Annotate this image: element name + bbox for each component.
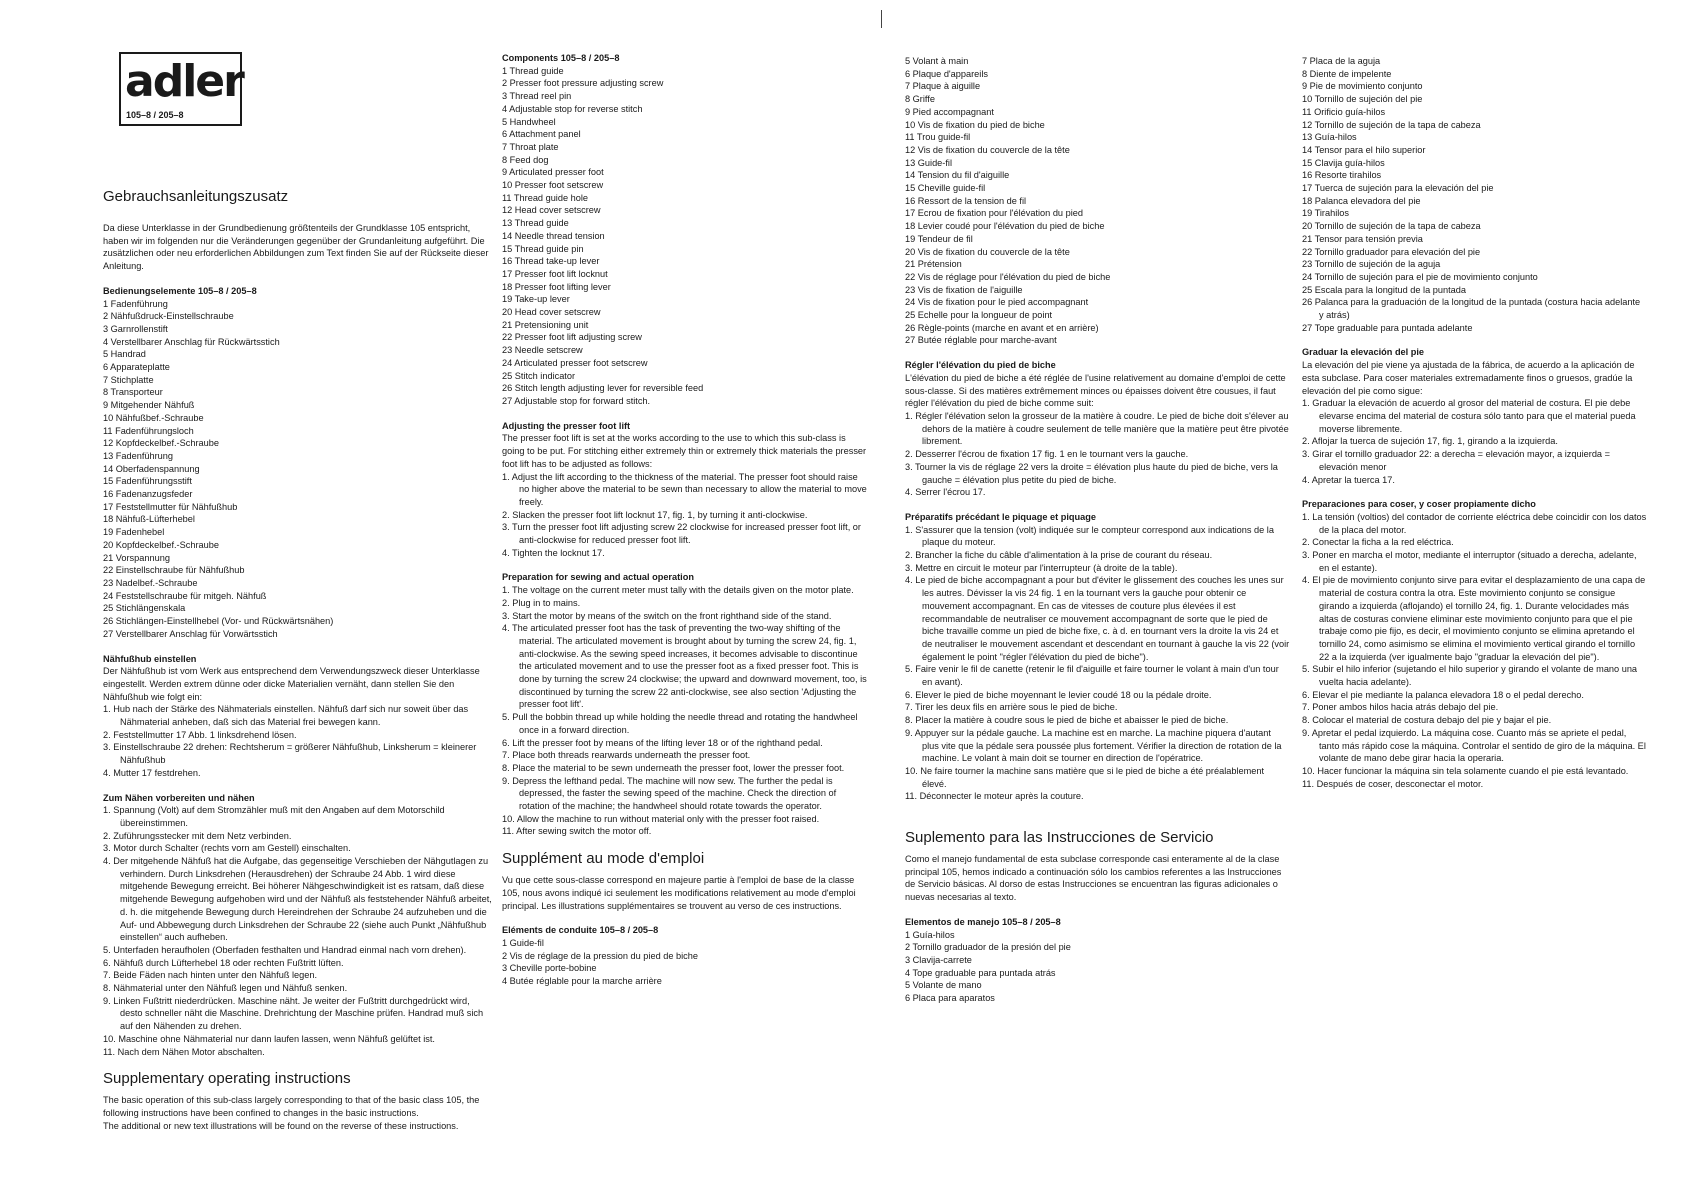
de-intro: Da diese Unterklasse in der Grundbedienung größtenteils der Grundklasse 105 entspricht, haben wir im folgenden nur die Veränderungen gegenüber der Grundanleitung aufgeführt. Die zusätzlichen oder neu erforderlichen Abbildungen zum Text finden Sie auf der Rückseite dieser Anleitung. <box>103 223 489 272</box>
list-item: 21 Vorspannung <box>103 552 170 563</box>
list-item: 7. Tirer les deux fils en arrière sous le pied de biche. <box>905 702 1118 713</box>
list-item: 4 Verstellbarer Anschlag für Rückwärtsstich <box>103 336 280 347</box>
list-item: 22 Presser foot lift adjusting screw <box>502 332 642 343</box>
fr-lift-text: L'élévation du pied de biche a été réglée de l'usine relativement au domaine d'emploi de cette sous-classe. Si des matières extrêmement minces ou épaisses doivent être cousues, il faut régler l'élévation du pied de biche comme suit: <box>905 372 1286 409</box>
list-item: 10. Maschine ohne Nähmaterial nur dann laufen lassen, wenn Nähfuß gelüftet ist. <box>103 1033 435 1044</box>
list-item: 6. Elevar el pie mediante la palanca elevadora 18 o el pedal derecho. <box>1302 689 1584 700</box>
en-prep-heading: Preparation for sewing and actual operation <box>502 572 694 583</box>
list-item: 20 Tornillo de sujeción de la tapa de cabeza <box>1302 221 1481 232</box>
column-english <box>502 52 867 988</box>
de-hub-text: Der Nähfußhub ist vom Werk aus entsprechend dem Verwendungszweck dieser Unterklasse eingestellt. Werden extrem dünne oder dicke Materialien vernäht, dann stellen Sie den Nähfußhub wie folgt ein: <box>103 666 480 702</box>
list-item: 1. La tensión (voltios) del contador de corriente eléctrica debe coincidir con los datos de la placa del motor. <box>1302 511 1647 535</box>
list-item: 5. Unterfaden heraufholen (Oberfaden festhalten und Handrad einmal nach vorn drehen). <box>103 944 467 955</box>
list-item: 8. Place the material to be sewn underneath the presser foot, lower the presser foot. <box>502 762 845 773</box>
list-item: 16 Resorte tirahilos <box>1302 170 1382 181</box>
list-item: 20 Vis de fixation du couvercle de la tête <box>905 246 1070 257</box>
en-title: Supplementary operating instructions <box>103 1070 351 1088</box>
list-item: 27 Verstellbarer Anschlag für Vorwärtsstich <box>103 628 278 639</box>
list-item: 18 Nähfuß-Lüfterhebel <box>103 514 195 525</box>
list-item: 3 Thread reel pin <box>502 91 572 102</box>
list-item: 17 Feststellmutter für Nähfußhub <box>103 501 238 512</box>
en-components-list <box>502 65 867 408</box>
list-item: 8 Diente de impelente <box>1302 68 1392 79</box>
list-item: 2. Desserrer l'écrou de fixation 17 fig. 1 en le tournant vers la gauche. <box>905 449 1189 460</box>
list-item: 4 Tope graduable para puntada atrás <box>905 967 1056 978</box>
list-item: 16 Thread take-up lever <box>502 256 600 267</box>
list-item: 5 Handwheel <box>502 116 556 127</box>
list-item: 11. Déconnecter le moteur après la couture. <box>905 791 1084 802</box>
list-item: 1. Adjust the lift according to the thickness of the material. The presser foot should raise no higher above the material to be sewn than necessary to allow the material to move freely. <box>502 471 867 507</box>
list-item: 26 Palanca para la graduación de la longitud de la puntada (costura hacia adelante y atrás) <box>1302 297 1641 321</box>
list-item: 14 Tensor para el hilo superior <box>1302 144 1426 155</box>
list-item: 25 Stichlängenskala <box>103 603 186 614</box>
list-item: 4. Der mitgehende Nähfuß hat die Aufgabe, das gegenseitige Verschieben der Nähgutlagen zu verhindern. Durch Linksdrehen (Herausdrehen) der Schraube 24 Abb. 1 wird diese mitgehende Bewegung erreicht. Bei höherer Nähgeschwindigkeit ist es ratsam, daß diese mitgehende Bewegung aufgehoben wird und der Nähfuß als feststehender Nähfuß arbeitet, d. h. die mitgehende Bewegung durch Hereindrehen der Schraube 24 aufzuheben und die Auf- und Abbewegung durch Linksdrehen der Schraube 22 (siehe auch Punkt „Nähfußhub einstellen“ auch aufheben. <box>103 856 492 943</box>
list-item: 22 Vis de réglage pour l'élévation du pied de biche <box>905 271 1111 282</box>
list-item: 3 Clavija-carrete <box>905 955 972 965</box>
list-item: 2. Brancher la fiche du câble d'alimentation à la prise de courant du réseau. <box>905 550 1213 561</box>
fr-prep-steps <box>905 524 1290 803</box>
list-item: 12 Kopfdeckelbef.-Schraube <box>103 438 219 449</box>
es-elements-heading: Elementos de manejo 105–8 / 205–8 <box>905 916 1061 927</box>
list-item: 9. Appuyer sur la pédale gauche. La machine est en marche. La machine piquera d'autant plus vite que la pédale sera poussée plus fortement. Vérifier la direction de rotation de la machine. Le volant à main doit se tourner en direction de l'opératrice. <box>905 727 1282 764</box>
es-lift-steps <box>1302 397 1647 486</box>
es-prep-steps <box>1302 511 1647 790</box>
list-item: 7 Placa de la aguja <box>1302 56 1381 66</box>
list-item: 9 Articulated presser foot <box>502 167 604 178</box>
list-item: 21 Tensor para tensión previa <box>1302 233 1423 244</box>
list-item: 23 Needle setscrew <box>502 345 583 356</box>
list-item: 6. Elever le pied de biche moyennant le levier coudé 18 ou la pédale droite. <box>905 689 1212 700</box>
list-item: 4. Apretar la tuerca 17. <box>1302 474 1395 485</box>
list-item: 9. Linken Fußtritt niederdrücken. Maschine näht. Je weiter der Fußtritt durchgedrückt wird, desto schneller näht die Maschine. Drehrichtung der Maschine prüfen. Handrad muß sich auf den Nähenden zu drehen. <box>103 995 484 1032</box>
column-german <box>103 48 493 1132</box>
list-item: 26 Règle-points (marche en avant et en arrière) <box>905 322 1099 333</box>
list-item: 15 Cheville guide-fil <box>905 183 986 194</box>
es-elements-list-part1 <box>905 929 1290 1005</box>
list-item: 2 Tornillo graduador de la presión del pie <box>905 942 1071 953</box>
list-item: 5. Subir el hilo inferior (sujetando el hilo superior y girando el volante de mano una vuelta hacia adelante). <box>1302 664 1638 688</box>
de-hub-steps <box>103 703 493 779</box>
list-item: 4. Mutter 17 festdrehen. <box>103 767 201 778</box>
fr-prep-heading: Préparatifs précédant le piquage et piquage <box>905 511 1096 522</box>
list-item: 19 Tendeur de fil <box>905 233 973 244</box>
fr-title: Supplément au mode d'emploi <box>502 850 705 868</box>
list-item: 19 Take-up lever <box>502 294 570 305</box>
list-item: 4. El pie de movimiento conjunto sirve para evitar el desplazamiento de una capa de material de costura contra la otra. Este movimiento conjunto se consigue girando a izquierda (aflojando) el tornillo 24, fig. 1. Durante velocidades más altas de costuras conviene eliminar este movimiento conjunto para que el pie trabaje como pie fijo, es decir, el movimiento conjunto se elimina apretando el tornillo 24, como asimismo se elimina el movimiento vertical girando el tornillo 22 a la izquierda (ver igualmente bajo "graduar la elevación del pie"). <box>1302 575 1646 662</box>
en-lift-text: The presser foot lift is set at the works according to the use to which this sub-class is going to be put. For stitching either extremely thin or extremely thick materials the presser foot lift has to be adjusted as follows: <box>502 433 867 469</box>
list-item: 1. Régler l'élévation selon la grosseur de la matière à coudre. Le pied de biche doit s'élever au dehors de la matière à coudre seulement de telle manière que la matière peut être pivotée librement. <box>905 410 1289 447</box>
list-item: 13 Fadenführung <box>103 450 173 461</box>
de-prep-heading: Zum Nähen vorbereiten und nähen <box>103 792 255 803</box>
list-item: 3 Cheville porte-bobine <box>502 963 597 974</box>
list-item: 1. The voltage on the current meter must tally with the details given on the motor plate. <box>502 585 854 596</box>
list-item: 9. Depress the lefthand pedal. The machine will now sew. The further the pedal is depressed, the faster the sewing speed of the machine. Check the direction of rotation of the machine; the handwheel should rotate towards the operator. <box>502 775 837 812</box>
list-item: 4. Le pied de biche accompagnant a pour but d'éviter le glissement des couches les unes sur les autres. Dévisser la vis 24 fig. 1 en la tournant vers la gauche pour obtenir ce mouvement accompagnant. En cas de vitesses de couture plus élevées il est recommandable de neutraliser ce mouvement accompagnant de sorte que le pied de biche travaille comme un pied de biche fixe, c. à d. en tournant vers la droite la vis 24 et de neutraliser le mouvement ascendant et descendant en tournant à gauche la vis 22 (voir également le point "régler l'élévation du pied de biche"). <box>905 575 1290 662</box>
list-item: 6. Nähfuß durch Lüfterhebel 18 oder rechten Fußtritt lüften. <box>103 957 344 968</box>
list-item: 2. Plug in to mains. <box>502 597 581 608</box>
list-item: 19 Fadenhebel <box>103 527 165 538</box>
de-title: Gebrauchsanleitungszusatz <box>103 188 289 205</box>
es-lift-text: La elevación del pie viene ya ajustada de la fábrica, de acuerdo a la aplicación de esta subclase. Para coser materiales extremadamente finos o gruesos, gradúe la elevación del pie como sigue: <box>1302 360 1635 396</box>
list-item: 12 Head cover setscrew <box>502 205 601 216</box>
list-item: 13 Guía-hilos <box>1302 132 1357 143</box>
list-item: 27 Adjustable stop for forward stitch. <box>502 395 651 406</box>
list-item: 18 Presser foot lifting lever <box>502 281 611 292</box>
list-item: 10 Tornillo de sujeción del pie <box>1302 94 1423 105</box>
list-item: 5 Volant à main <box>905 56 969 66</box>
list-item: 6 Placa para aparatos <box>905 993 995 1004</box>
list-item: 26 Stitch length adjusting lever for reversible feed <box>502 383 704 394</box>
list-item: 14 Oberfadenspannung <box>103 463 200 474</box>
es-title: Suplemento para las Instrucciones de Servicio <box>905 829 1214 847</box>
list-item: 10. Hacer funcionar la máquina sin tela solamente cuando el pie está levantado. <box>1302 765 1629 776</box>
en-prep-steps <box>502 584 867 838</box>
fr-intro: Vu que cette sous-classe correspond en majeure partie à l'emploi de base de la classe 105, nous avons indiqué ici seulement les modifications relativement au mode d'emploi principal. Les illustrations supplémentaires se trouvent au verso de ces instructions. <box>502 875 856 911</box>
list-item: 15 Fadenführungsstift <box>103 476 192 487</box>
list-item: 18 Palanca elevadora del pie <box>1302 195 1421 206</box>
brand-name: adler <box>125 56 243 107</box>
list-item: 3 Garnrollenstift <box>103 323 168 334</box>
list-item: 4. Serrer l'écrou 17. <box>905 487 986 498</box>
es-intro: Como el manejo fundamental de esta subclase corresponde casi enteramente al de la clase principal 105, hemos indicado a continuación sólo los cambios referentes a las Instrucciones de Servicio básicas. Al dorso de estas Instrucciones se encuentran las figuras adicionales o nuevas necesarias al texto. <box>905 854 1282 903</box>
list-item: 7 Throat plate <box>502 141 559 152</box>
list-item: 3. Mettre en circuit le moteur par l'interrupteur (à droite de la table). <box>905 562 1178 573</box>
list-item: 5. Pull the bobbin thread up while holding the needle thread and rotating the handwheel once in a forward direction. <box>502 712 858 735</box>
list-item: 27 Tope graduable para puntada adelante <box>1302 322 1473 333</box>
list-item: 3. Einstellschraube 22 drehen: Rechtsherum = größerer Nähfußhub, Linksherum = kleinerer Nähfußhub <box>103 742 477 766</box>
list-item: 25 Stitch indicator <box>502 370 576 381</box>
list-item: 14 Needle thread tension <box>502 230 605 241</box>
list-item: 7. Beide Fäden nach hinten unter den Nähfuß legen. <box>103 970 318 981</box>
list-item: 2 Presser foot pressure adjusting screw <box>502 78 664 89</box>
list-item: 2. Zuführungsstecker mit dem Netz verbinden. <box>103 830 292 841</box>
list-item: 13 Thread guide <box>502 218 569 229</box>
list-item: 26 Stichlängen-Einstellhebel (Vor- und Rückwärtsnähen) <box>103 616 334 627</box>
fr-elements-list-part2 <box>905 55 1290 347</box>
es-lift-heading: Graduar la elevación del pie <box>1302 347 1425 358</box>
list-item: 2. Feststellmutter 17 Abb. 1 linksdrehend lösen. <box>103 729 297 740</box>
list-item: 12 Vis de fixation du couvercle de la tête <box>905 144 1070 155</box>
list-item: 8 Transporteur <box>103 387 163 398</box>
list-item: 24 Articulated presser foot setscrew <box>502 357 648 368</box>
list-item: 22 Tornillo graduador para elevación del pie <box>1302 246 1481 257</box>
es-prep-heading: Preparaciones para coser, y coser propiamente dicho <box>1302 499 1536 510</box>
list-item: 8. Placer la matière à coudre sous le pied de biche et abaisser le pied de biche. <box>905 715 1229 726</box>
list-item: 1. Graduar la elevación de acuerdo al grosor del material de costura. El pie debe elevarse encima del material de costura sólo tanto para que el material pueda moverse libremente. <box>1302 398 1636 434</box>
list-item: 14 Tension du fil d'aiguille <box>905 170 1010 181</box>
fr-lift-heading: Régler l'élévation du pied de biche <box>905 360 1056 371</box>
list-item: 22 Einstellschraube für Nähfußhub <box>103 565 245 576</box>
fold-mark <box>881 10 882 28</box>
adler-logo <box>119 52 242 126</box>
list-item: 3. Turn the presser foot lift adjusting screw 22 clockwise for increased presser foot lift, or anti-clockwise for reduced presser foot lift. <box>502 522 861 546</box>
list-item: 24 Vis de fixation pour le pied accompagnant <box>905 297 1089 308</box>
list-item: 1. Spannung (Volt) auf dem Stromzähler muß mit den Angaben auf dem Motorschild übereinstimmen. <box>103 805 445 828</box>
en-intro-1: The basic operation of this sub-class largely corresponding to that of the basic class 105, the following instructions have been confined to changes in the basic instructions. <box>103 1095 480 1118</box>
list-item: 5 Volante de mano <box>905 980 982 991</box>
list-item: 1. Hub nach der Stärke des Nähmaterials einstellen. Nähfuß darf sich nur soweit über das Nähmaterial anheben, daß sich das Material frei bewegen kann. <box>103 704 469 728</box>
list-item: 13 Guide-fil <box>905 157 952 168</box>
list-item: 19 Tirahilos <box>1302 208 1349 219</box>
list-item: 12 Tornillo de sujeción de la tapa de cabeza <box>1302 119 1481 130</box>
list-item: 3. Tourner la vis de réglage 22 vers la droite = élévation plus haute du pied de biche, vers la gauche = élévation plus petite du pied de biche. <box>905 461 1278 485</box>
list-item: 9 Mitgehender Nähfuß <box>103 400 195 411</box>
list-item: 11 Orificio guía-hilos <box>1302 106 1386 117</box>
list-item: 8. Nähmaterial unter den Nähfuß legen und Nähfuß senken. <box>103 983 348 994</box>
list-item: 18 Levier coudé pour l'élévation du pied de biche <box>905 221 1105 232</box>
list-item: 4. Tighten the locknut 17. <box>502 547 605 558</box>
list-item: 4 Butée réglable pour la marche arrière <box>502 976 662 987</box>
list-item: 6 Attachment panel <box>502 129 581 140</box>
en-intro-2: The additional or new text illustrations will be found on the reverse of these instructions. <box>103 1120 459 1131</box>
list-item: 11. Nach dem Nähen Motor abschalten. <box>103 1046 265 1057</box>
list-item: 11. After sewing switch the motor off. <box>502 826 652 837</box>
list-item: 2. Conectar la ficha a la red eléctrica. <box>1302 537 1454 548</box>
list-item: 20 Head cover setscrew <box>502 307 601 318</box>
list-item: 1 Guide-fil <box>502 938 544 948</box>
list-item: 6 Apparateplatte <box>103 362 170 373</box>
list-item: 3. Motor durch Schalter (rechts vorn am Gestell) einschalten. <box>103 843 351 854</box>
list-item: 11. Después de coser, desconectar el motor. <box>1302 778 1484 789</box>
list-item: 21 Pretensioning unit <box>502 319 589 330</box>
fr-elements-list-part1 <box>502 937 867 988</box>
de-elements-heading: Bedienungselemente 105–8 / 205–8 <box>103 285 257 296</box>
list-item: 17 Ecrou de fixation pour l'élévation du pied <box>905 208 1083 219</box>
list-item: 7 Stichplatte <box>103 374 154 385</box>
list-item: 6. Lift the presser foot by means of the lifting lever 18 or of the righthand pedal. <box>502 737 823 748</box>
list-item: 4. The articulated presser foot has the task of preventing the two-way shifting of the material. The articulated movement is brought about by turning the screw 24, fig. 1, anti-clockwise. As the sewing speed increases, it becomes advisable to discontinue the articulated movement and to use the presser foot as a fixed presser foot. This is done by turning the screw 24 clockwise; the upward and downward movement, too, is discontinued by turning the screw 22 anti-clockwise, see also section 'Adjusting the presser foot lift'. <box>502 623 867 710</box>
list-item: 23 Tornillo de sujeción de la aguja <box>1302 259 1441 270</box>
list-item: 24 Tornillo de sujeción para el pie de movimiento conjunto <box>1302 271 1538 282</box>
list-item: 24 Feststellschraube für mitgeh. Nähfuß <box>103 590 267 601</box>
list-item: 20 Kopfdeckelbef.-Schraube <box>103 539 219 550</box>
column-french <box>905 55 1290 1005</box>
list-item: 7 Plaque à aiguille <box>905 81 981 92</box>
list-item: 3. Start the motor by means of the switch on the front righthand side of the stand. <box>502 610 832 621</box>
list-item: 11 Trou guide-fil <box>905 132 971 143</box>
list-item: 3. Girar el tornillo graduador 22: a derecha = elevación mayor, a izquierda = elevación menor <box>1302 449 1610 472</box>
list-item: 9 Pied accompagnant <box>905 106 994 117</box>
list-item: 17 Presser foot lift locknut <box>502 268 608 279</box>
list-item: 23 Vis de fixation de l'aiguille <box>905 284 1023 295</box>
en-lift-heading: Adjusting the presser foot lift <box>502 420 631 431</box>
list-item: 9 Pie de movimiento conjunto <box>1302 81 1423 92</box>
list-item: 10. Ne faire tourner la machine sans matière que si le pied de biche a été préalablement élevé. <box>905 765 1265 789</box>
en-components-heading: Components 105–8 / 205–8 <box>502 53 620 63</box>
de-elements-list <box>103 298 493 641</box>
list-item: 10. Allow the machine to run without material only with the presser foot raised. <box>502 813 820 824</box>
list-item: 2 Nähfußdruck-Einstellschraube <box>103 311 234 322</box>
list-item: 8 Feed dog <box>502 154 549 165</box>
list-item: 25 Escala para la longitud de la puntada <box>1302 284 1466 295</box>
en-lift-steps <box>502 471 867 560</box>
de-hub-heading: Nähfußhub einstellen <box>103 653 197 664</box>
list-item: 16 Ressort de la tension de fil <box>905 195 1027 206</box>
de-prep-steps <box>103 804 493 1058</box>
list-item: 7. Poner ambos hilos hacia atrás debajo del pie. <box>1302 702 1499 713</box>
list-item: 4 Adjustable stop for reverse stitch <box>502 103 643 114</box>
fr-elements-heading: Eléments de conduite 105–8 / 205–8 <box>502 925 659 936</box>
list-item: 1 Fadenführung <box>103 298 168 309</box>
list-item: 7. Place both threads rearwards underneath the presser foot. <box>502 750 751 761</box>
list-item: 2. Aflojar la tuerca de sujeción 17, fig. 1, girando a la izquierda. <box>1302 436 1558 447</box>
brand-model: 105–8 / 205–8 <box>126 110 184 121</box>
list-item: 5 Handrad <box>103 349 146 360</box>
fr-lift-steps <box>905 410 1290 499</box>
list-item: 6 Plaque d'appareils <box>905 68 988 79</box>
list-item: 10 Presser foot setscrew <box>502 180 604 191</box>
list-item: 17 Tuerca de sujeción para la elevación del pie <box>1302 183 1494 194</box>
list-item: 1. S'assurer que la tension (volt) indiquée sur le compteur correspond aux indications de la plaque du moteur. <box>905 524 1274 548</box>
list-item: 9. Apretar el pedal izquierdo. La máquina cose. Cuanto más se apriete el pedal, tanto más rápido cose la máquina. Controlar el sentido de giro de la máquina. El volante de mano debe girar hacia la operaria. <box>1302 727 1646 764</box>
list-item: 15 Clavija guía-hilos <box>1302 157 1385 168</box>
list-item: 1 Thread guide <box>502 65 564 76</box>
column-spanish <box>1302 55 1647 790</box>
list-item: 10 Vis de fixation du pied de biche <box>905 119 1045 130</box>
list-item: 11 Thread guide hole <box>502 192 588 203</box>
list-item: 8. Colocar el material de costura debajo del pie y bajar el pie. <box>1302 715 1552 726</box>
list-item: 16 Fadenanzugsfeder <box>103 489 193 500</box>
list-item: 1 Guía-hilos <box>905 929 955 940</box>
list-item: 23 Nadelbef.-Schraube <box>103 577 198 588</box>
list-item: 25 Echelle pour la longueur de point <box>905 310 1053 321</box>
list-item: 27 Butée réglable pour marche-avant <box>905 335 1057 346</box>
list-item: 2. Slacken the presser foot lift locknut 17, fig. 1, by turning it anti-clockwise. <box>502 509 808 520</box>
list-item: 11 Fadenführungsloch <box>103 425 194 436</box>
list-item: 2 Vis de réglage de la pression du pied de biche <box>502 950 698 961</box>
list-item: 5. Faire venir le fil de canette (retenir le fil d'aiguille et faire tourner le volant à main d'un tour en avant). <box>905 664 1279 688</box>
list-item: 10 Nähfußbef.-Schraube <box>103 412 204 423</box>
list-item: 8 Griffe <box>905 94 935 105</box>
list-item: 3. Poner en marcha el motor, mediante el interruptor (situado a derecha, adelante, en el estante). <box>1302 550 1637 573</box>
list-item: 21 Prétension <box>905 259 962 270</box>
list-item: 15 Thread guide pin <box>502 243 584 254</box>
es-elements-list-part2 <box>1302 55 1647 334</box>
